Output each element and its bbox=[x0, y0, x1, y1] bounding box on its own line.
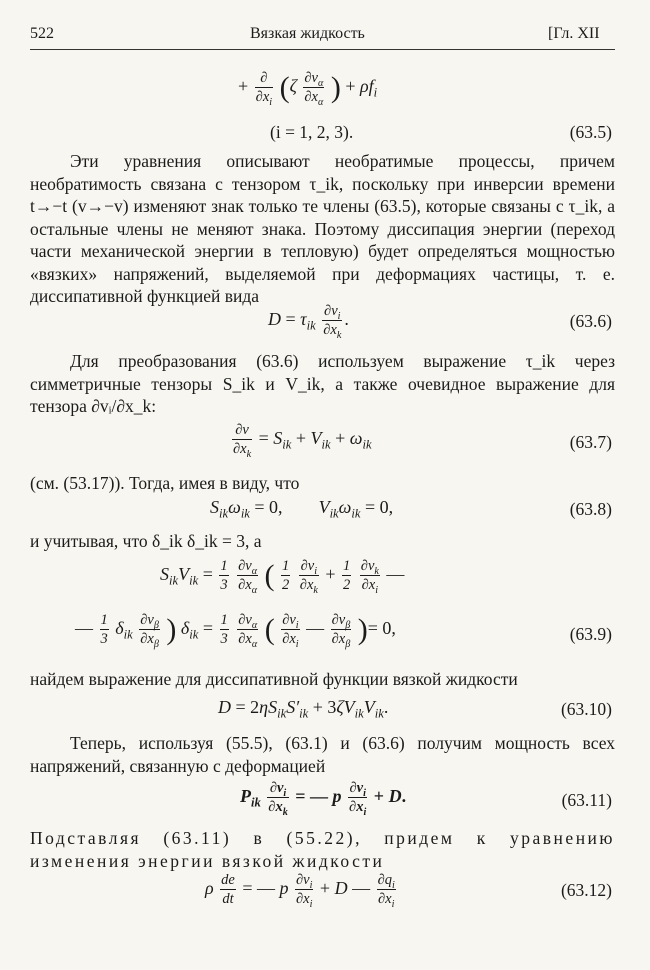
paragraph-text: найдем выражение для диссипативной функции вязкой жидкости bbox=[30, 669, 518, 689]
paragraph-text: (см. (53.17)). Тогда, имея в виду, что bbox=[30, 473, 300, 493]
equation-number-63-10: (63.10) bbox=[560, 699, 612, 719]
paragraph-text: Для преобразования (63.6) используем выражение τ_ik через симметричные тензоры S_ik и V_ik, а также очевидное выражение для тензора ∂vᵢ/∂x_k: bbox=[30, 351, 615, 416]
equation-number-63-12: (63.12) bbox=[560, 880, 612, 900]
paragraph-transformation bbox=[30, 350, 615, 418]
header-rule bbox=[30, 49, 615, 50]
paragraph-dissipative-function bbox=[30, 668, 615, 691]
equation-63-9-line-1: $S_{ik}V_{ik}$ = $\frac{1}{3}$ $\frac{\partial v_\alpha}{\partial x_\alpha}$ ( $\frac{1}{2}$ $\frac{\partial v_i}{\partial x_k}$ + $\frac{1}{2}$ $\frac{\partial v_k}{\partial x_i}$ — bbox=[160, 558, 405, 596]
paragraph-energy-equation bbox=[30, 827, 615, 872]
equation-63-9-line-2: — $\frac{1}{3}$ $\delta_{ik}$ $\frac{\partial v_\beta}{\partial x_\beta}$ ) $\delta_{ik}$ = $\frac{1}{3}$ $\frac{\partial v_\alpha}{\partial x_\alpha}$ ( $\frac{\partial v_i}{\partial x_i}$ — $\frac{\partial v_\beta}{\partial x_\beta}$ )= 0, bbox=[75, 612, 396, 650]
page-number: 522 bbox=[30, 25, 54, 42]
equation-63-5-index: (i = 1, 2, 3). bbox=[270, 122, 354, 142]
equation-number-63-9: (63.9) bbox=[569, 624, 612, 644]
equation-63-8: $S_{ik}\omega_{ik} = 0$, $V_{ik}\omega_{ik} = 0$, bbox=[210, 497, 394, 521]
paragraph-text: Теперь, используя (55.5), (63.1) и (63.6) получим мощность всех напряжений, связанную с деформацией bbox=[30, 733, 615, 776]
equation-63-7: $\frac{\partial v}{\partial x_k}$ = $S_{ik} + V_{ik} + \omega_{ik}$ bbox=[233, 422, 372, 460]
paragraph-text: Эти уравнения описывают необратимые процессы, причем необратимость связана с тензором τ_ik, поскольку при инверсии времени t→−t (v→−v) изменяют знак только те члены (63.5), которые связаны с τ_ik, а остальные члены не меняют знака. Поэтому диссипация энергии (переход части механической энергии в тепловую) будет определяться мощностью «вязких» напряжений, выделяемой при деформациях частицы, т. е. диссипативной функцией вида bbox=[30, 151, 615, 306]
equation-63-12: ρ $\frac{de}{dt}$ = — p $\frac{\partial v_i}{\partial x_i}$ + D — $\frac{\partial q_i}{\partial x_i}$ bbox=[205, 872, 395, 910]
equation-63-5-continuation: + $\frac{\partial}{\partial x_i}$ (ζ $\frac{\partial v_\alpha}{\partial x_\alpha}$ ) + $\rho f_i$ bbox=[238, 70, 378, 108]
running-title: Вязкая жидкость bbox=[250, 25, 365, 42]
equation-number-63-8: (63.8) bbox=[569, 499, 612, 519]
equation-63-6: $D = \tau_{ik}$ $\frac{\partial v_i}{\partial x_k}$ . bbox=[268, 303, 349, 341]
equation-63-11: $P_{ik}$ $\frac{\partial v_i}{\partial x_k}$ = — p $\frac{\partial v_i}{\partial x_i}$ + D. bbox=[240, 780, 407, 818]
equation-63-10: $D = 2\eta S_{ik}S'_{ik} + 3\zeta V_{ik}V_{ik}$. bbox=[218, 697, 389, 721]
paragraph-considering bbox=[30, 530, 615, 553]
paragraph-text: Подставляя (63.11) в (55.22), придем к уравнению изменения энергии вязкой жидкости bbox=[30, 828, 615, 871]
chapter-label: [Гл. XII bbox=[548, 25, 600, 42]
equation-number-63-5: (63.5) bbox=[569, 122, 612, 142]
equation-number-63-7: (63.7) bbox=[569, 432, 612, 452]
paragraph-power-of-stresses bbox=[30, 732, 615, 777]
paragraph-see-reference bbox=[30, 472, 615, 495]
equation-number-63-6: (63.6) bbox=[569, 311, 612, 331]
equation-number-63-11: (63.11) bbox=[561, 790, 612, 810]
paragraph-text: и учитывая, что δ_ik δ_ik = 3, а bbox=[30, 531, 262, 551]
paragraph-irreversibility bbox=[30, 150, 615, 308]
